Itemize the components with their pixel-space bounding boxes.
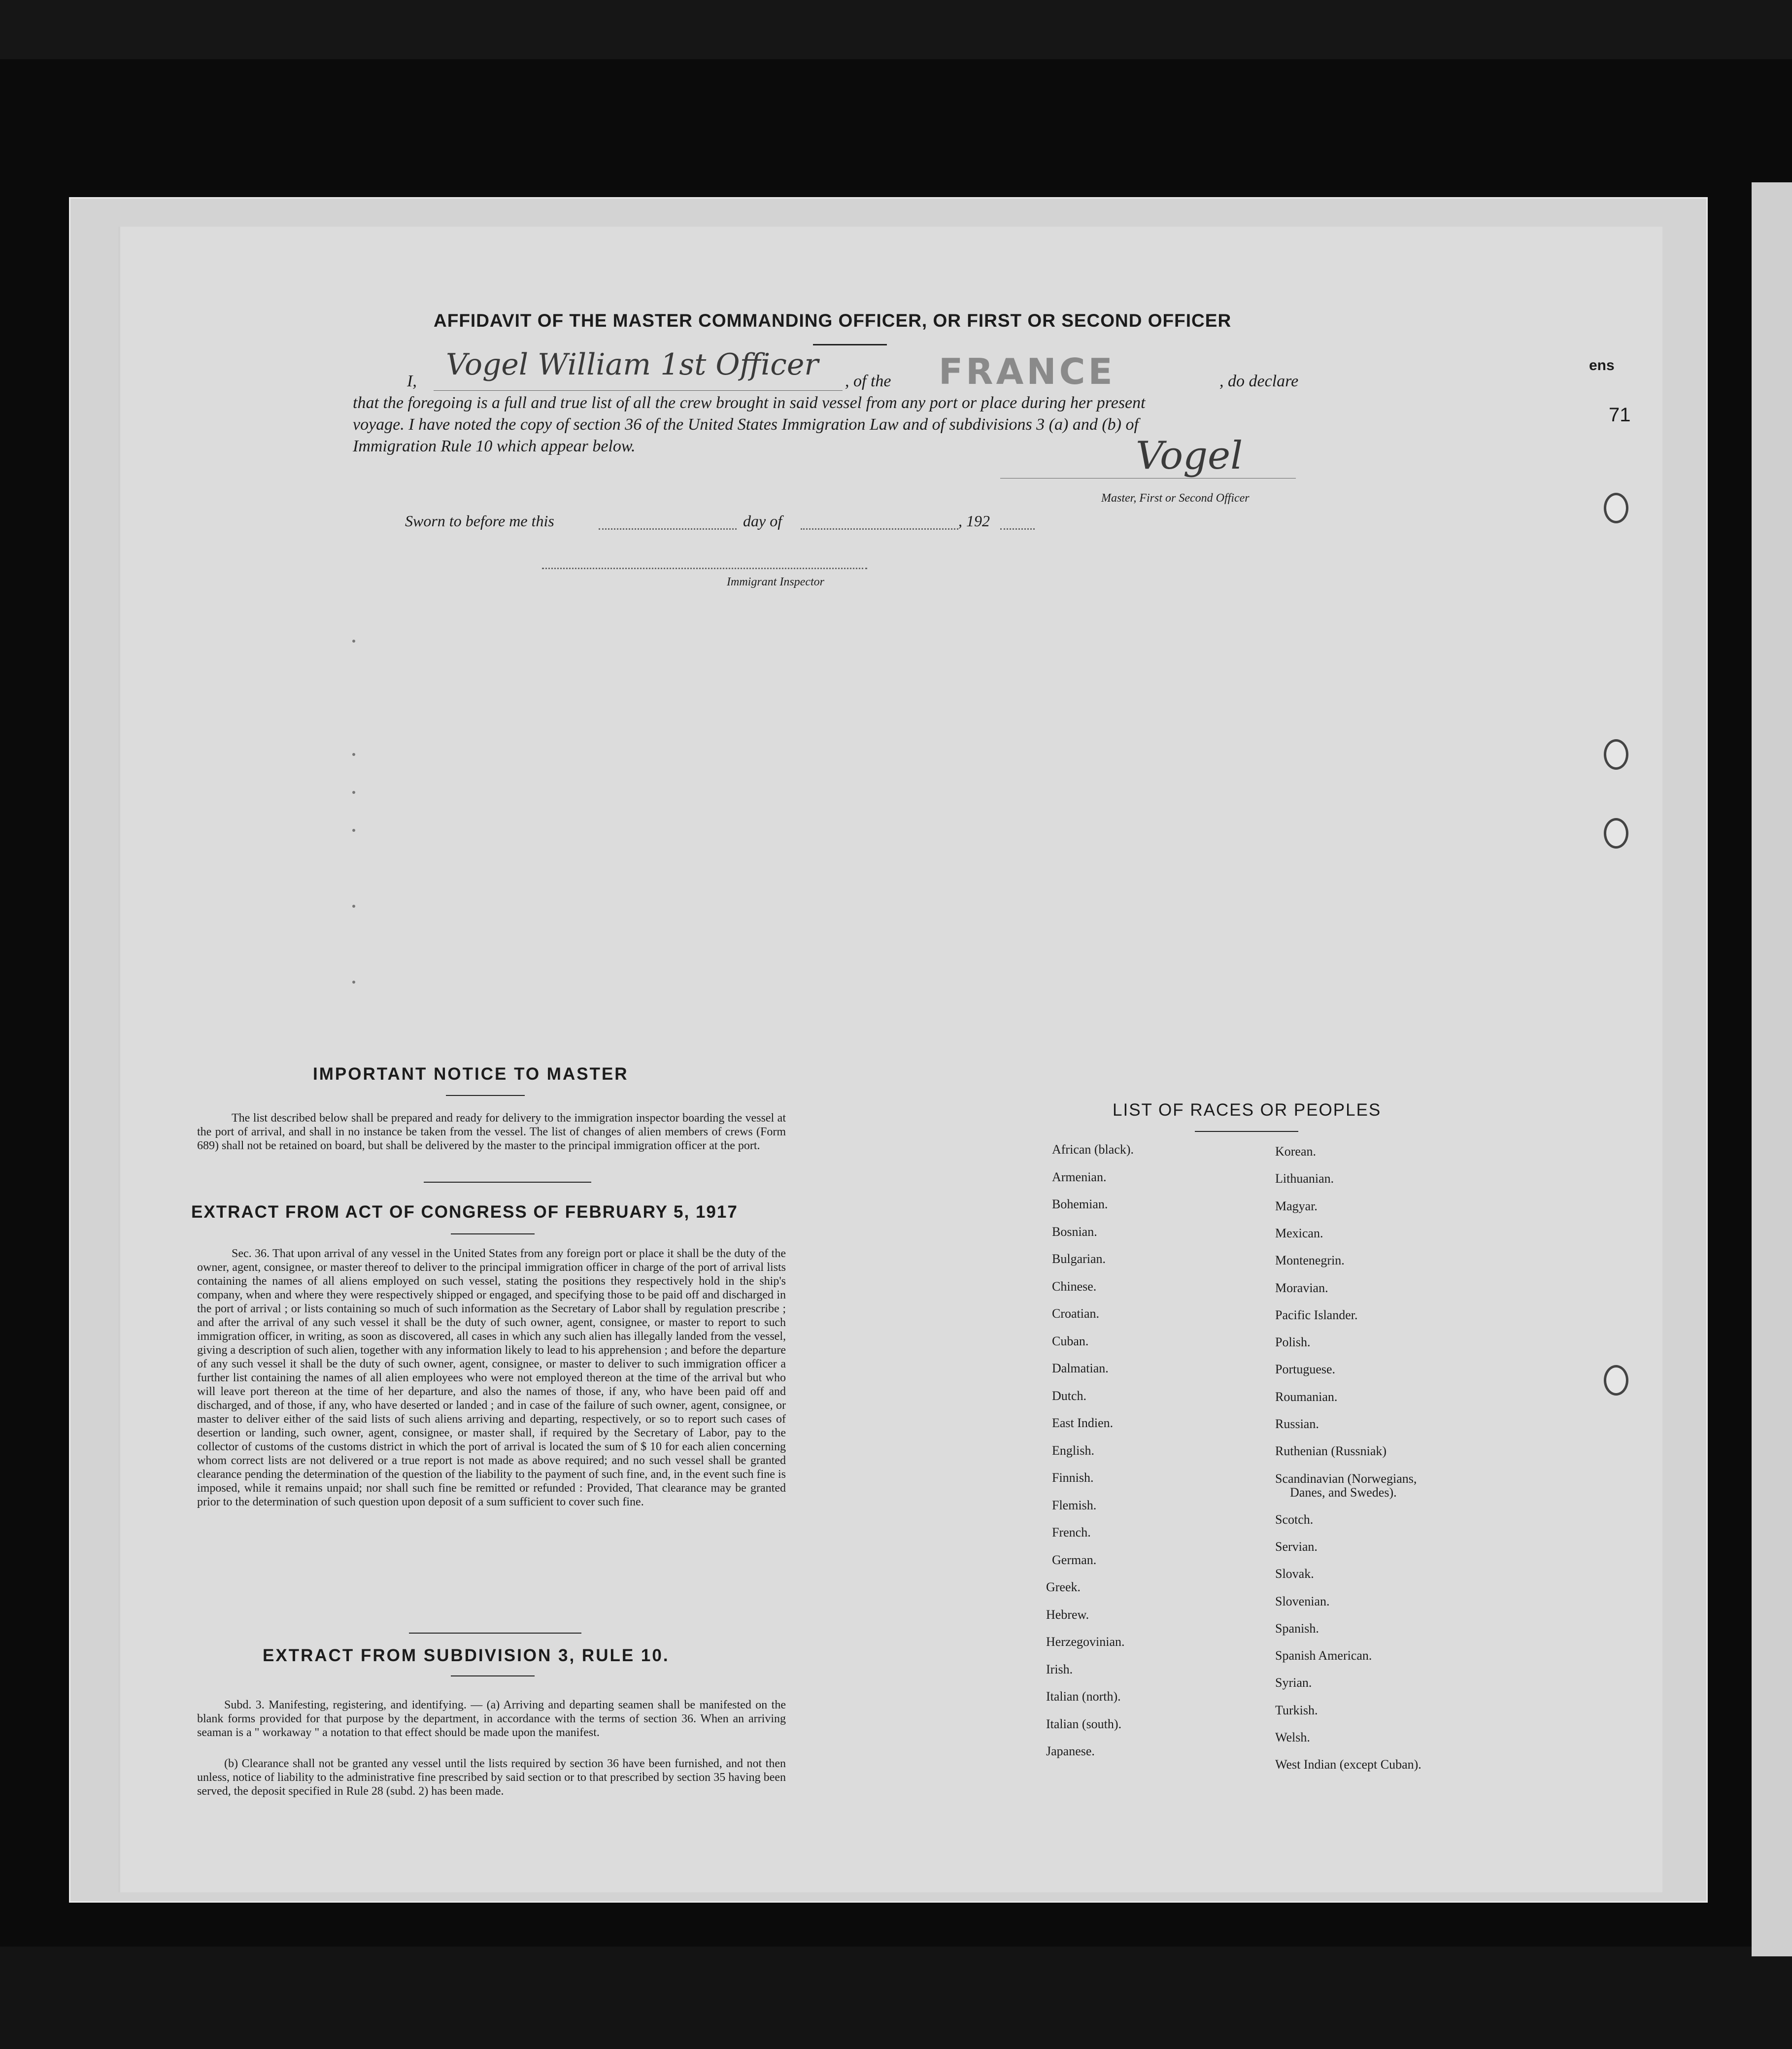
race-item: Japanese. bbox=[1046, 1744, 1095, 1758]
race-item: Montenegrin. bbox=[1275, 1253, 1345, 1268]
race-item: Greek. bbox=[1046, 1580, 1081, 1594]
form-page bbox=[118, 227, 1662, 1892]
punch-hole bbox=[1604, 493, 1628, 523]
affidavit-i-label: I, bbox=[407, 372, 417, 390]
affidavit-line-3: voyage. I have noted the copy of section 36 of the United States Immigration Law and of subdivisions 3 (a) and (b) of bbox=[353, 415, 1139, 434]
race-item: Flemish. bbox=[1052, 1498, 1097, 1512]
race-item: Magyar. bbox=[1275, 1198, 1318, 1213]
affidavit-title: AFFIDAVIT OF THE MASTER COMMANDING OFFICER, OR FIRST OR SECOND OFFICER bbox=[434, 310, 1232, 331]
race-item: Spanish American. bbox=[1275, 1648, 1372, 1663]
race-item: Roumanian. bbox=[1275, 1389, 1338, 1404]
race-item: Korean. bbox=[1275, 1144, 1317, 1159]
race-item: Finnish. bbox=[1052, 1470, 1094, 1485]
extract-rule-title: EXTRACT FROM SUBDIVISION 3, RULE 10. bbox=[263, 1646, 670, 1665]
race-item: Polish. bbox=[1275, 1335, 1311, 1350]
race-item: German. bbox=[1052, 1552, 1097, 1567]
bleed-dot bbox=[352, 753, 355, 756]
handwritten-officer-name: Vogel William 1st Officer bbox=[446, 347, 819, 382]
sworn-year: , 192 bbox=[958, 512, 990, 530]
notice-title: IMPORTANT NOTICE TO MASTER bbox=[313, 1064, 629, 1084]
race-item: Bohemian. bbox=[1052, 1197, 1108, 1211]
sworn-prefix: Sworn to before me this bbox=[405, 512, 554, 530]
affidavit-of-the: , of the bbox=[845, 372, 891, 390]
affidavit-do-declare: , do declare bbox=[1219, 372, 1299, 390]
sworn-month-line bbox=[801, 528, 958, 530]
extract-rule-underline bbox=[451, 1675, 535, 1676]
inspector-line bbox=[542, 568, 867, 569]
race-item: Croatian. bbox=[1052, 1306, 1100, 1321]
bleed-dot bbox=[352, 829, 355, 832]
race-item: Spanish. bbox=[1275, 1621, 1319, 1636]
race-item: Scotch. bbox=[1275, 1512, 1314, 1527]
race-item: Scandinavian (Norwegians, bbox=[1275, 1471, 1417, 1486]
affidavit-line-4: Immigration Rule 10 which appear below. bbox=[353, 437, 636, 455]
bleed-dot bbox=[352, 791, 355, 794]
bleed-dot bbox=[352, 981, 355, 984]
race-item: Dutch. bbox=[1052, 1388, 1087, 1403]
section-36-text: Sec. 36. That upon arrival of any vessel in the United States from any foreign port or place it shall be the duty of the owner, agent, consignee, or master thereof to deliver to the principal immigration officer in charge of the port of arrival lists containing the names of all aliens employed on such vessel, stating the positions they respectively hold in the ship's company, when and where they were respectively shipped or engaged, and specifying those to be paid off and discharged in the port of arrival ; or lists containing so much of such information as the Secretary of Labor shall by regulation prescribe ; and after the arrival of any such vessel it shall be the duty of such owner, agent, consignee, or master to report to such immigration officer, in writing, as soon as discovered, all cases in which any such alien has illegally landed from the vessel, giving a description of such alien, together with any information likely to lead to his apprehension ; and before the departure of any such vessel it shall be the duty of such owner, agent, consignee, or master to deliver to such immigration officer a further list containing the names of all alien employees who were not employed thereon at the time of the arrival but who will leave port thereon at the time of her departure, and also the names of those, if any, who have been paid off and discharged, and of those, if any, who have deserted or landed ; and in case of the failure of such owner, agent, consignee, or master to deliver either of the said lists of such aliens arriving and departing, respectively, or so to report such cases of desertion or landing, such owner, agent, consignee, or master shall, if required by the Secretary of Labor, pay to the collector of customs of the customs district in which the port of arrival is located the sum of $ 10 for each alien concerning whom correct lists are not delivered or a true report is not made as above required; and no such vessel shall be granted clearance pending the determination of the question of the liability to the payment of such fine, and, in the event such fine is imposed, while it remains unpaid; nor shall such fine be remitted or refunded : Provided, That clearance may be granted prior to the determination of such question upon deposit of a sum sufficient to cover such fine. bbox=[197, 1247, 786, 1508]
races-title: LIST OF RACES OR PEOPLES bbox=[1113, 1100, 1382, 1120]
inspector-caption: Immigrant Inspector bbox=[727, 576, 824, 588]
race-item: Welsh. bbox=[1275, 1730, 1310, 1744]
race-item: Lithuanian. bbox=[1275, 1171, 1334, 1186]
notice-underline bbox=[446, 1095, 525, 1096]
film-border-top bbox=[0, 0, 1792, 59]
race-item: Hebrew. bbox=[1046, 1607, 1089, 1622]
bleed-dot bbox=[352, 640, 355, 643]
race-item: Ruthenian (Russniak) bbox=[1275, 1444, 1387, 1459]
margin-number: 71 bbox=[1609, 404, 1631, 426]
race-item: Cuban. bbox=[1052, 1333, 1089, 1348]
rule-10-text-a: Subd. 3. Manifesting, registering, and identifying. — (a) Arriving and departing seamen shall be manifested on the blank forms provided for that purpose by the department, in accordance with the terms of section 36. When an arriving seaman is a " workaway " a notation to that effect should be made upon the manifest. bbox=[197, 1699, 786, 1739]
adjacent-page-strip bbox=[1752, 182, 1792, 1956]
race-item: Moravian. bbox=[1275, 1280, 1328, 1295]
race-item: English. bbox=[1052, 1443, 1094, 1458]
race-item: Slovak. bbox=[1275, 1567, 1314, 1581]
year-line bbox=[1000, 528, 1035, 530]
signature-caption: Master, First or Second Officer bbox=[1101, 492, 1250, 505]
race-item: Herzegovinian. bbox=[1046, 1635, 1125, 1649]
extract-act-underline bbox=[451, 1233, 535, 1234]
name-line bbox=[434, 390, 843, 391]
race-item: Italian (south). bbox=[1046, 1716, 1122, 1731]
race-item: Dalmatian. bbox=[1052, 1361, 1109, 1375]
punch-hole bbox=[1604, 1365, 1628, 1396]
race-item: Portuguese. bbox=[1275, 1362, 1336, 1377]
notice-text: The list described below shall be prepared and ready for delivery to the immigration inspector boarding the vessel at the port of arrival, and shall in no instance be taken from the vessel. The list of changes of alien members of crews (Form 689) shall not be retained on board, but shall be delivered by the master to the principal immigration officer at the port. bbox=[197, 1112, 786, 1152]
rule-10-text-b: (b) Clearance shall not be granted any vessel until the lists required by section 36 have been furnished, and not then unless, notice of liability to the administrative fine prescribed by said section or to that prescribed by section 35 having been served, the deposit specified in Rule 28 (subd. 2) has been made. bbox=[197, 1757, 786, 1798]
film-border-bottom bbox=[0, 1947, 1792, 2049]
race-item: Syrian. bbox=[1275, 1675, 1312, 1690]
punch-hole bbox=[1604, 739, 1628, 770]
race-item: French. bbox=[1052, 1525, 1091, 1539]
notice-divider bbox=[424, 1182, 591, 1183]
affidavit-line-2: that the foregoing is a full and true list of all the crew brought in said vessel from any port or place during her present bbox=[353, 394, 1146, 412]
race-item: Pacific Islander. bbox=[1275, 1307, 1358, 1322]
race-item: Mexican. bbox=[1275, 1226, 1323, 1240]
officer-signature: Vogel bbox=[1136, 434, 1243, 478]
race-item: Russian. bbox=[1275, 1417, 1319, 1431]
race-item: Slovenian. bbox=[1275, 1594, 1330, 1608]
punch-hole bbox=[1604, 818, 1628, 849]
race-item: East Indien. bbox=[1052, 1416, 1114, 1430]
vessel-name-stamp: FRANCE bbox=[939, 351, 1116, 392]
race-item: West Indian (except Cuban). bbox=[1275, 1757, 1421, 1772]
race-item: Bulgarian. bbox=[1052, 1252, 1106, 1266]
race-item: Servian. bbox=[1275, 1539, 1318, 1554]
race-item: Italian (north). bbox=[1046, 1689, 1121, 1704]
margin-text-top-right: ens bbox=[1589, 357, 1615, 374]
bleed-dot bbox=[352, 905, 355, 908]
race-item: Turkish. bbox=[1275, 1703, 1318, 1717]
race-item: African (black). bbox=[1052, 1142, 1134, 1157]
races-underline bbox=[1195, 1131, 1298, 1132]
race-item: Chinese. bbox=[1052, 1279, 1097, 1294]
sworn-date-line bbox=[599, 528, 737, 530]
race-item: Irish. bbox=[1046, 1662, 1073, 1676]
extract-divider bbox=[409, 1633, 581, 1634]
extract-act-title: EXTRACT FROM ACT OF CONGRESS OF FEBRUARY 5, 1917 bbox=[191, 1202, 738, 1222]
race-item: Armenian. bbox=[1052, 1169, 1107, 1184]
sworn-day-of: day of bbox=[743, 512, 782, 530]
title-underline bbox=[813, 344, 887, 345]
race-item: Danes, and Swedes). bbox=[1290, 1485, 1397, 1500]
race-item: Bosnian. bbox=[1052, 1224, 1097, 1239]
